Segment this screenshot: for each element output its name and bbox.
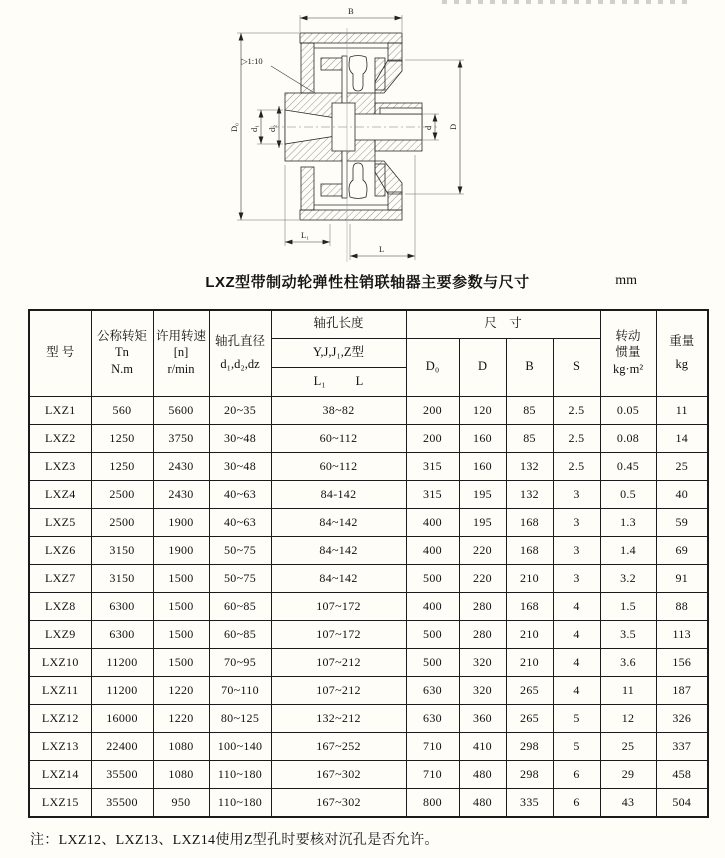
dim-label-B: B [348, 6, 354, 16]
cell-S: 3 [553, 508, 600, 536]
cell-torque: 2500 [91, 508, 153, 536]
cell-model: LXZ14 [29, 760, 91, 788]
cell-speed: 1500 [153, 592, 209, 620]
footnote: 注：LXZ12、LXZ13、LXZ14使用Z型孔时要核对沉孔是否允许。 [30, 833, 439, 848]
cell-model: LXZ9 [29, 620, 91, 648]
cell-D0: 200 [406, 396, 459, 424]
cell-B: 132 [506, 452, 553, 480]
cell-weight: 337 [656, 732, 708, 760]
table-row [29, 620, 708, 648]
cell-D: 220 [459, 536, 506, 564]
coupling-section-drawing [225, 0, 527, 270]
cell-B: 210 [506, 648, 553, 676]
col-header-D0: D₀ [406, 338, 459, 396]
cell-inertia: 43 [600, 788, 656, 817]
unit-label: mm [615, 273, 637, 288]
cell-B: 210 [506, 564, 553, 592]
cell-weight: 504 [656, 788, 708, 817]
cell-speed: 950 [153, 788, 209, 817]
cell-bore-diameter: 30~48 [209, 424, 271, 452]
cell-inertia: 3.5 [600, 620, 656, 648]
cell-torque: 1250 [91, 424, 153, 452]
cell-S: 4 [553, 620, 600, 648]
parameters-table [28, 309, 709, 818]
cell-inertia: 25 [600, 732, 656, 760]
cell-bore-length: 60~112 [271, 452, 406, 480]
cell-B: 168 [506, 592, 553, 620]
cell-bore-length: 107~172 [271, 592, 406, 620]
cell-S: 2.5 [553, 396, 600, 424]
col-header-bore-types: Y,J,J₁,Z型 [271, 338, 406, 367]
cell-bore-length: 84~142 [271, 536, 406, 564]
cell-D0: 500 [406, 648, 459, 676]
cell-torque: 2500 [91, 480, 153, 508]
cell-D0: 315 [406, 452, 459, 480]
cell-bore-diameter: 110~180 [209, 788, 271, 817]
cell-D: 195 [459, 508, 506, 536]
cell-model: LXZ5 [29, 508, 91, 536]
cell-D: 320 [459, 648, 506, 676]
table-header [29, 310, 708, 396]
cell-model: LXZ3 [29, 452, 91, 480]
cell-model: LXZ12 [29, 704, 91, 732]
cell-speed: 1220 [153, 704, 209, 732]
cell-D0: 500 [406, 620, 459, 648]
cell-S: 4 [553, 592, 600, 620]
cell-model: LXZ15 [29, 788, 91, 817]
cell-inertia: 3.2 [600, 564, 656, 592]
dim-label-d: d [423, 125, 433, 130]
cell-inertia: 0.08 [600, 424, 656, 452]
cell-speed: 1900 [153, 536, 209, 564]
cell-bore-length: 107~212 [271, 648, 406, 676]
table-row [29, 564, 708, 592]
cell-bore-diameter: 30~48 [209, 452, 271, 480]
cell-torque: 16000 [91, 704, 153, 732]
cell-model: LXZ2 [29, 424, 91, 452]
caption-row [28, 271, 707, 295]
cell-speed: 5600 [153, 396, 209, 424]
cell-bore-length: 84~142 [271, 508, 406, 536]
cell-D: 360 [459, 704, 506, 732]
cell-inertia: 1.3 [600, 508, 656, 536]
cell-inertia: 11 [600, 676, 656, 704]
cell-D: 280 [459, 592, 506, 620]
cell-inertia: 0.05 [600, 396, 656, 424]
cell-bore-length: 167~252 [271, 732, 406, 760]
cell-model: LXZ1 [29, 396, 91, 424]
cell-B: 298 [506, 760, 553, 788]
cell-speed: 1220 [153, 676, 209, 704]
cell-D: 480 [459, 760, 506, 788]
col-header-S: S [553, 338, 600, 396]
dim-label-L: L [379, 244, 385, 254]
cell-S: 4 [553, 676, 600, 704]
table-title: LXZ型带制动轮弹性柱销联轴器主要参数与尺寸 [205, 274, 530, 291]
cell-B: 265 [506, 704, 553, 732]
cell-inertia: 12 [600, 704, 656, 732]
cell-speed: 1500 [153, 620, 209, 648]
keyway [380, 108, 422, 114]
table-row [29, 788, 708, 817]
cell-inertia: 1.5 [600, 592, 656, 620]
cell-model: LXZ13 [29, 732, 91, 760]
cell-bore-diameter: 70~95 [209, 648, 271, 676]
cell-weight: 25 [656, 452, 708, 480]
cell-S: 5 [553, 704, 600, 732]
cell-torque: 11200 [91, 676, 153, 704]
table-row [29, 452, 708, 480]
dim-label-L1: L₁ [301, 230, 310, 240]
cell-bore-diameter: 50~75 [209, 536, 271, 564]
cell-bore-diameter: 110~180 [209, 760, 271, 788]
cell-torque: 1250 [91, 452, 153, 480]
cell-D: 220 [459, 564, 506, 592]
cell-weight: 326 [656, 704, 708, 732]
cell-speed: 1080 [153, 732, 209, 760]
cell-model: LXZ8 [29, 592, 91, 620]
cell-bore-diameter: 20~35 [209, 396, 271, 424]
cell-weight: 40 [656, 480, 708, 508]
cell-torque: 6300 [91, 592, 153, 620]
cell-D: 410 [459, 732, 506, 760]
cell-bore-diameter: 70~110 [209, 676, 271, 704]
cell-bore-diameter: 60~85 [209, 620, 271, 648]
cell-D: 160 [459, 452, 506, 480]
cell-D: 195 [459, 480, 506, 508]
col-header-torque: 公称转矩Tn N.m [91, 310, 153, 396]
cell-inertia: 0.5 [600, 480, 656, 508]
cell-B: 210 [506, 620, 553, 648]
cell-D0: 200 [406, 424, 459, 452]
dim-label-d2: d₂ [267, 124, 277, 132]
col-header-bore-length: 轴孔长度 [271, 310, 406, 338]
col-header-L1-L: L₁ L [271, 367, 406, 396]
cell-torque: 560 [91, 396, 153, 424]
cell-weight: 91 [656, 564, 708, 592]
col-header-model: 型 号 [29, 310, 91, 396]
cell-D0: 500 [406, 564, 459, 592]
cell-S: 2.5 [553, 424, 600, 452]
cell-B: 298 [506, 732, 553, 760]
cell-inertia: 0.45 [600, 452, 656, 480]
cell-bore-length: 38~82 [271, 396, 406, 424]
cell-bore-diameter: 80~125 [209, 704, 271, 732]
cell-bore-length: 167~302 [271, 760, 406, 788]
cell-bore-length: 84-142 [271, 480, 406, 508]
cell-S: 4 [553, 648, 600, 676]
cell-weight: 69 [656, 536, 708, 564]
cell-speed: 2430 [153, 452, 209, 480]
cell-bore-length: 107~212 [271, 676, 406, 704]
dim-label-D0: D₀ [229, 122, 239, 132]
cell-bore-diameter: 50~75 [209, 564, 271, 592]
cell-inertia: 29 [600, 760, 656, 788]
cell-model: LXZ4 [29, 480, 91, 508]
cell-D: 280 [459, 620, 506, 648]
cell-model: LXZ11 [29, 676, 91, 704]
cell-weight: 11 [656, 396, 708, 424]
cell-D0: 315 [406, 480, 459, 508]
cell-D0: 710 [406, 760, 459, 788]
cell-S: 3 [553, 536, 600, 564]
table-body [29, 396, 708, 817]
table-row [29, 424, 708, 452]
cell-B: 132 [506, 480, 553, 508]
table-row [29, 760, 708, 788]
cell-torque: 35500 [91, 788, 153, 817]
cell-D0: 630 [406, 676, 459, 704]
table-row [29, 508, 708, 536]
cell-torque: 35500 [91, 760, 153, 788]
cell-S: 6 [553, 788, 600, 817]
dim-label-d1: d₁ [249, 124, 259, 132]
col-header-speed: 许用转速 [n] r/min [153, 310, 209, 396]
cell-torque: 3150 [91, 564, 153, 592]
table-row [29, 480, 708, 508]
cell-D: 320 [459, 676, 506, 704]
cell-S: 3 [553, 480, 600, 508]
cell-torque: 11200 [91, 648, 153, 676]
dim-label-D: D [448, 123, 458, 130]
cell-speed: 1080 [153, 760, 209, 788]
table-row [29, 704, 708, 732]
cell-B: 265 [506, 676, 553, 704]
table-row [29, 732, 708, 760]
cell-speed: 2430 [153, 480, 209, 508]
cell-B: 168 [506, 508, 553, 536]
cell-bore-length: 107~172 [271, 620, 406, 648]
cell-D0: 630 [406, 704, 459, 732]
cell-bore-length: 167~302 [271, 788, 406, 817]
col-header-bore-diameter: 轴孔直径 d₁,d₂,dz [209, 310, 271, 396]
cell-bore-diameter: 40~63 [209, 508, 271, 536]
cell-model: LXZ7 [29, 564, 91, 592]
table-row [29, 648, 708, 676]
cell-weight: 458 [656, 760, 708, 788]
cell-D0: 710 [406, 732, 459, 760]
table-row [29, 676, 708, 704]
cell-S: 2.5 [553, 452, 600, 480]
cell-model: LXZ10 [29, 648, 91, 676]
cell-S: 5 [553, 732, 600, 760]
cell-B: 168 [506, 536, 553, 564]
cell-D0: 400 [406, 508, 459, 536]
cell-speed: 1500 [153, 648, 209, 676]
cell-speed: 3750 [153, 424, 209, 452]
cell-weight: 88 [656, 592, 708, 620]
table-row [29, 592, 708, 620]
cell-speed: 1500 [153, 564, 209, 592]
col-header-weight: 重量 kg [656, 310, 708, 396]
col-header-D: D [459, 338, 506, 396]
cell-bore-diameter: 40~63 [209, 480, 271, 508]
cell-weight: 113 [656, 620, 708, 648]
cell-torque: 3150 [91, 536, 153, 564]
cell-bore-diameter: 60~85 [209, 592, 271, 620]
col-header-B: B [506, 338, 553, 396]
cell-D0: 400 [406, 592, 459, 620]
cell-S: 3 [553, 564, 600, 592]
cell-D0: 800 [406, 788, 459, 817]
cell-weight: 14 [656, 424, 708, 452]
cell-S: 6 [553, 760, 600, 788]
cell-B: 85 [506, 396, 553, 424]
cell-B: 85 [506, 424, 553, 452]
col-header-dimensions: 尺 寸 [406, 310, 600, 338]
cell-bore-length: 60~112 [271, 424, 406, 452]
table-row [29, 536, 708, 564]
cell-D0: 400 [406, 536, 459, 564]
col-header-inertia: 转动 惯量 kg·m² [600, 310, 656, 396]
cell-weight: 59 [656, 508, 708, 536]
cell-weight: 156 [656, 648, 708, 676]
cell-inertia: 1.4 [600, 536, 656, 564]
cell-speed: 1900 [153, 508, 209, 536]
cell-bore-length: 132~212 [271, 704, 406, 732]
cell-D: 120 [459, 396, 506, 424]
cell-model: LXZ6 [29, 536, 91, 564]
cell-bore-length: 84~142 [271, 564, 406, 592]
table-row [29, 396, 708, 424]
cell-D: 480 [459, 788, 506, 817]
cell-B: 335 [506, 788, 553, 817]
cell-weight: 187 [656, 676, 708, 704]
cell-torque: 6300 [91, 620, 153, 648]
cell-D: 160 [459, 424, 506, 452]
taper-label: ▷1:10 [241, 56, 263, 66]
cell-inertia: 3.6 [600, 648, 656, 676]
cell-torque: 22400 [91, 732, 153, 760]
cell-bore-diameter: 100~140 [209, 732, 271, 760]
